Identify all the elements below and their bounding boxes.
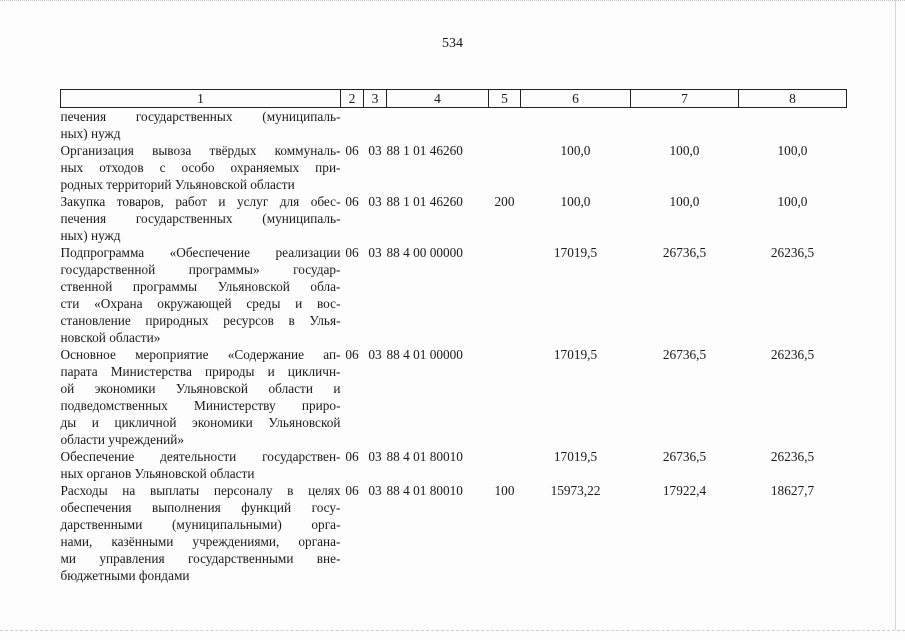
header-col-2: 2: [341, 90, 364, 108]
amount-col-8: 26236,5: [770, 449, 815, 464]
header-col-4: 4: [387, 90, 489, 108]
section-code: 06: [345, 347, 359, 362]
description-line: области учреждений»: [60, 432, 185, 447]
row-description: [61, 193, 341, 244]
subsection-code: 03: [368, 483, 382, 498]
table-row: [61, 482, 847, 584]
header-col-3: 3: [364, 90, 387, 108]
column-number-header: [61, 90, 847, 108]
amount-col-8: 26236,5: [770, 347, 815, 362]
table-body: [61, 108, 847, 585]
description-line: печения государственных (муниципаль-: [60, 109, 341, 124]
amount-col-8: 18627,7: [770, 483, 815, 498]
amount-col-8: 100,0: [777, 194, 808, 209]
amount-col-6: 100,0: [560, 194, 591, 209]
section-code: 06: [345, 194, 359, 209]
table-row: [61, 346, 847, 448]
section-code: 06: [345, 483, 359, 498]
row-description: [61, 448, 341, 482]
amount-col-7: 100,0: [669, 194, 700, 209]
top-scan-edge: [0, 0, 905, 9]
section-code: 06: [345, 245, 359, 260]
section-code: 06: [345, 143, 359, 158]
description-line: Обеспечение деятельности государствен-: [60, 449, 341, 464]
description-line: становление природных ресурсов в Улья-: [60, 313, 341, 328]
header-col-5: 5: [489, 90, 521, 108]
target-article-code: [387, 108, 489, 143]
section-code: 06: [345, 449, 359, 464]
subsection-code: 03: [368, 143, 382, 158]
amount-col-7: 26736,5: [662, 347, 707, 362]
target-article-code: 88 4 01 00000: [386, 347, 463, 362]
amount-col-7: [631, 108, 739, 143]
description-line: сти «Охрана окружающей среды и вос-: [60, 296, 341, 311]
row-description: [61, 482, 341, 584]
amount-col-8: [739, 108, 847, 143]
target-article-code: 88 4 01 80010: [386, 483, 463, 498]
expense-type-code: [489, 346, 521, 448]
target-article-code: 88 4 01 80010: [386, 449, 463, 464]
amount-col-7: 17922,4: [662, 483, 707, 498]
amount-col-7: 26736,5: [662, 245, 707, 260]
header-col-6: 6: [521, 90, 631, 108]
table-row: [61, 244, 847, 346]
expense-type-code: 100: [494, 483, 515, 498]
description-line: ми управления государственными вне-: [60, 551, 341, 566]
row-description: [61, 346, 341, 448]
expense-type-code: [489, 142, 521, 193]
description-line: ных) нужд: [60, 228, 121, 243]
expense-type-code: [489, 448, 521, 482]
description-line: Закупка товаров, работ и услуг для обес-: [60, 194, 341, 209]
subsection-code: 03: [368, 245, 382, 260]
row-description: [61, 244, 341, 346]
table-row: [61, 193, 847, 244]
expense-type-code: 200: [494, 194, 515, 209]
description-line: Организация вывоза твёрдых коммуналь-: [60, 143, 341, 158]
budget-table: [60, 89, 847, 584]
description-line: Расходы на выплаты персоналу в целях: [60, 483, 341, 498]
amount-col-6: 100,0: [560, 143, 591, 158]
amount-col-7: 26736,5: [662, 449, 707, 464]
subsection-code: 03: [368, 347, 382, 362]
target-article-code: 88 1 01 46260: [386, 143, 463, 158]
description-line: родных территорий Ульяновской области: [60, 177, 295, 192]
row-description: [61, 108, 341, 143]
expense-type-code: [489, 108, 521, 143]
amount-col-8: 100,0: [777, 143, 808, 158]
description-line: дарственными (муниципальными) орга-: [60, 517, 341, 532]
description-line: новской области»: [60, 330, 161, 345]
amount-col-6: 17019,5: [553, 449, 598, 464]
section-code: [341, 108, 364, 143]
description-line: ных отходов с особо охраняемых при-: [60, 160, 341, 175]
amount-col-6: 17019,5: [553, 347, 598, 362]
description-line: государственной программы» государ-: [60, 262, 341, 277]
description-line: ой экономики Ульяновской области и: [60, 381, 341, 396]
amount-col-6: [521, 108, 631, 143]
amount-col-8: 26236,5: [770, 245, 815, 260]
description-line: парата Министерства природы и цикличн-: [60, 364, 341, 379]
header-col-7: 7: [631, 90, 739, 108]
row-description: [61, 142, 341, 193]
description-line: печения государственных (муниципаль-: [60, 211, 341, 226]
subsection-code: 03: [368, 449, 382, 464]
expense-type-code: [489, 244, 521, 346]
description-line: ственной программы Ульяновской обла-: [60, 279, 341, 294]
target-article-code: 88 1 01 46260: [386, 194, 463, 209]
header-col-1: 1: [61, 90, 341, 108]
table-row: [61, 142, 847, 193]
right-scan-edge: [895, 0, 896, 630]
description-line: обеспечения выполнения функций госу-: [60, 500, 341, 515]
table-row: [61, 108, 847, 143]
amount-col-6: 17019,5: [553, 245, 598, 260]
description-line: Основное мероприятие «Содержание ап-: [60, 347, 341, 362]
subsection-code: 03: [368, 194, 382, 209]
description-line: ных органов Ульяновской области: [60, 466, 255, 481]
description-line: Подпрограмма «Обеспечение реализации: [60, 245, 341, 260]
amount-col-6: 15973,22: [550, 483, 601, 498]
subsection-code: [364, 108, 387, 143]
bottom-scan-edge: [0, 630, 905, 631]
description-line: ных) нужд: [60, 126, 121, 141]
header-col-8: 8: [739, 90, 847, 108]
page-number: 534: [442, 36, 463, 51]
description-line: нами, казёнными учреждениями, органа-: [60, 534, 341, 549]
description-line: подведомственных Министерству приро-: [60, 398, 341, 413]
description-line: бюджетными фондами: [60, 568, 190, 583]
amount-col-7: 100,0: [669, 143, 700, 158]
target-article-code: 88 4 00 00000: [386, 245, 463, 260]
description-line: ды и цикличной экономики Ульяновской: [60, 415, 341, 430]
table-row: [61, 448, 847, 482]
